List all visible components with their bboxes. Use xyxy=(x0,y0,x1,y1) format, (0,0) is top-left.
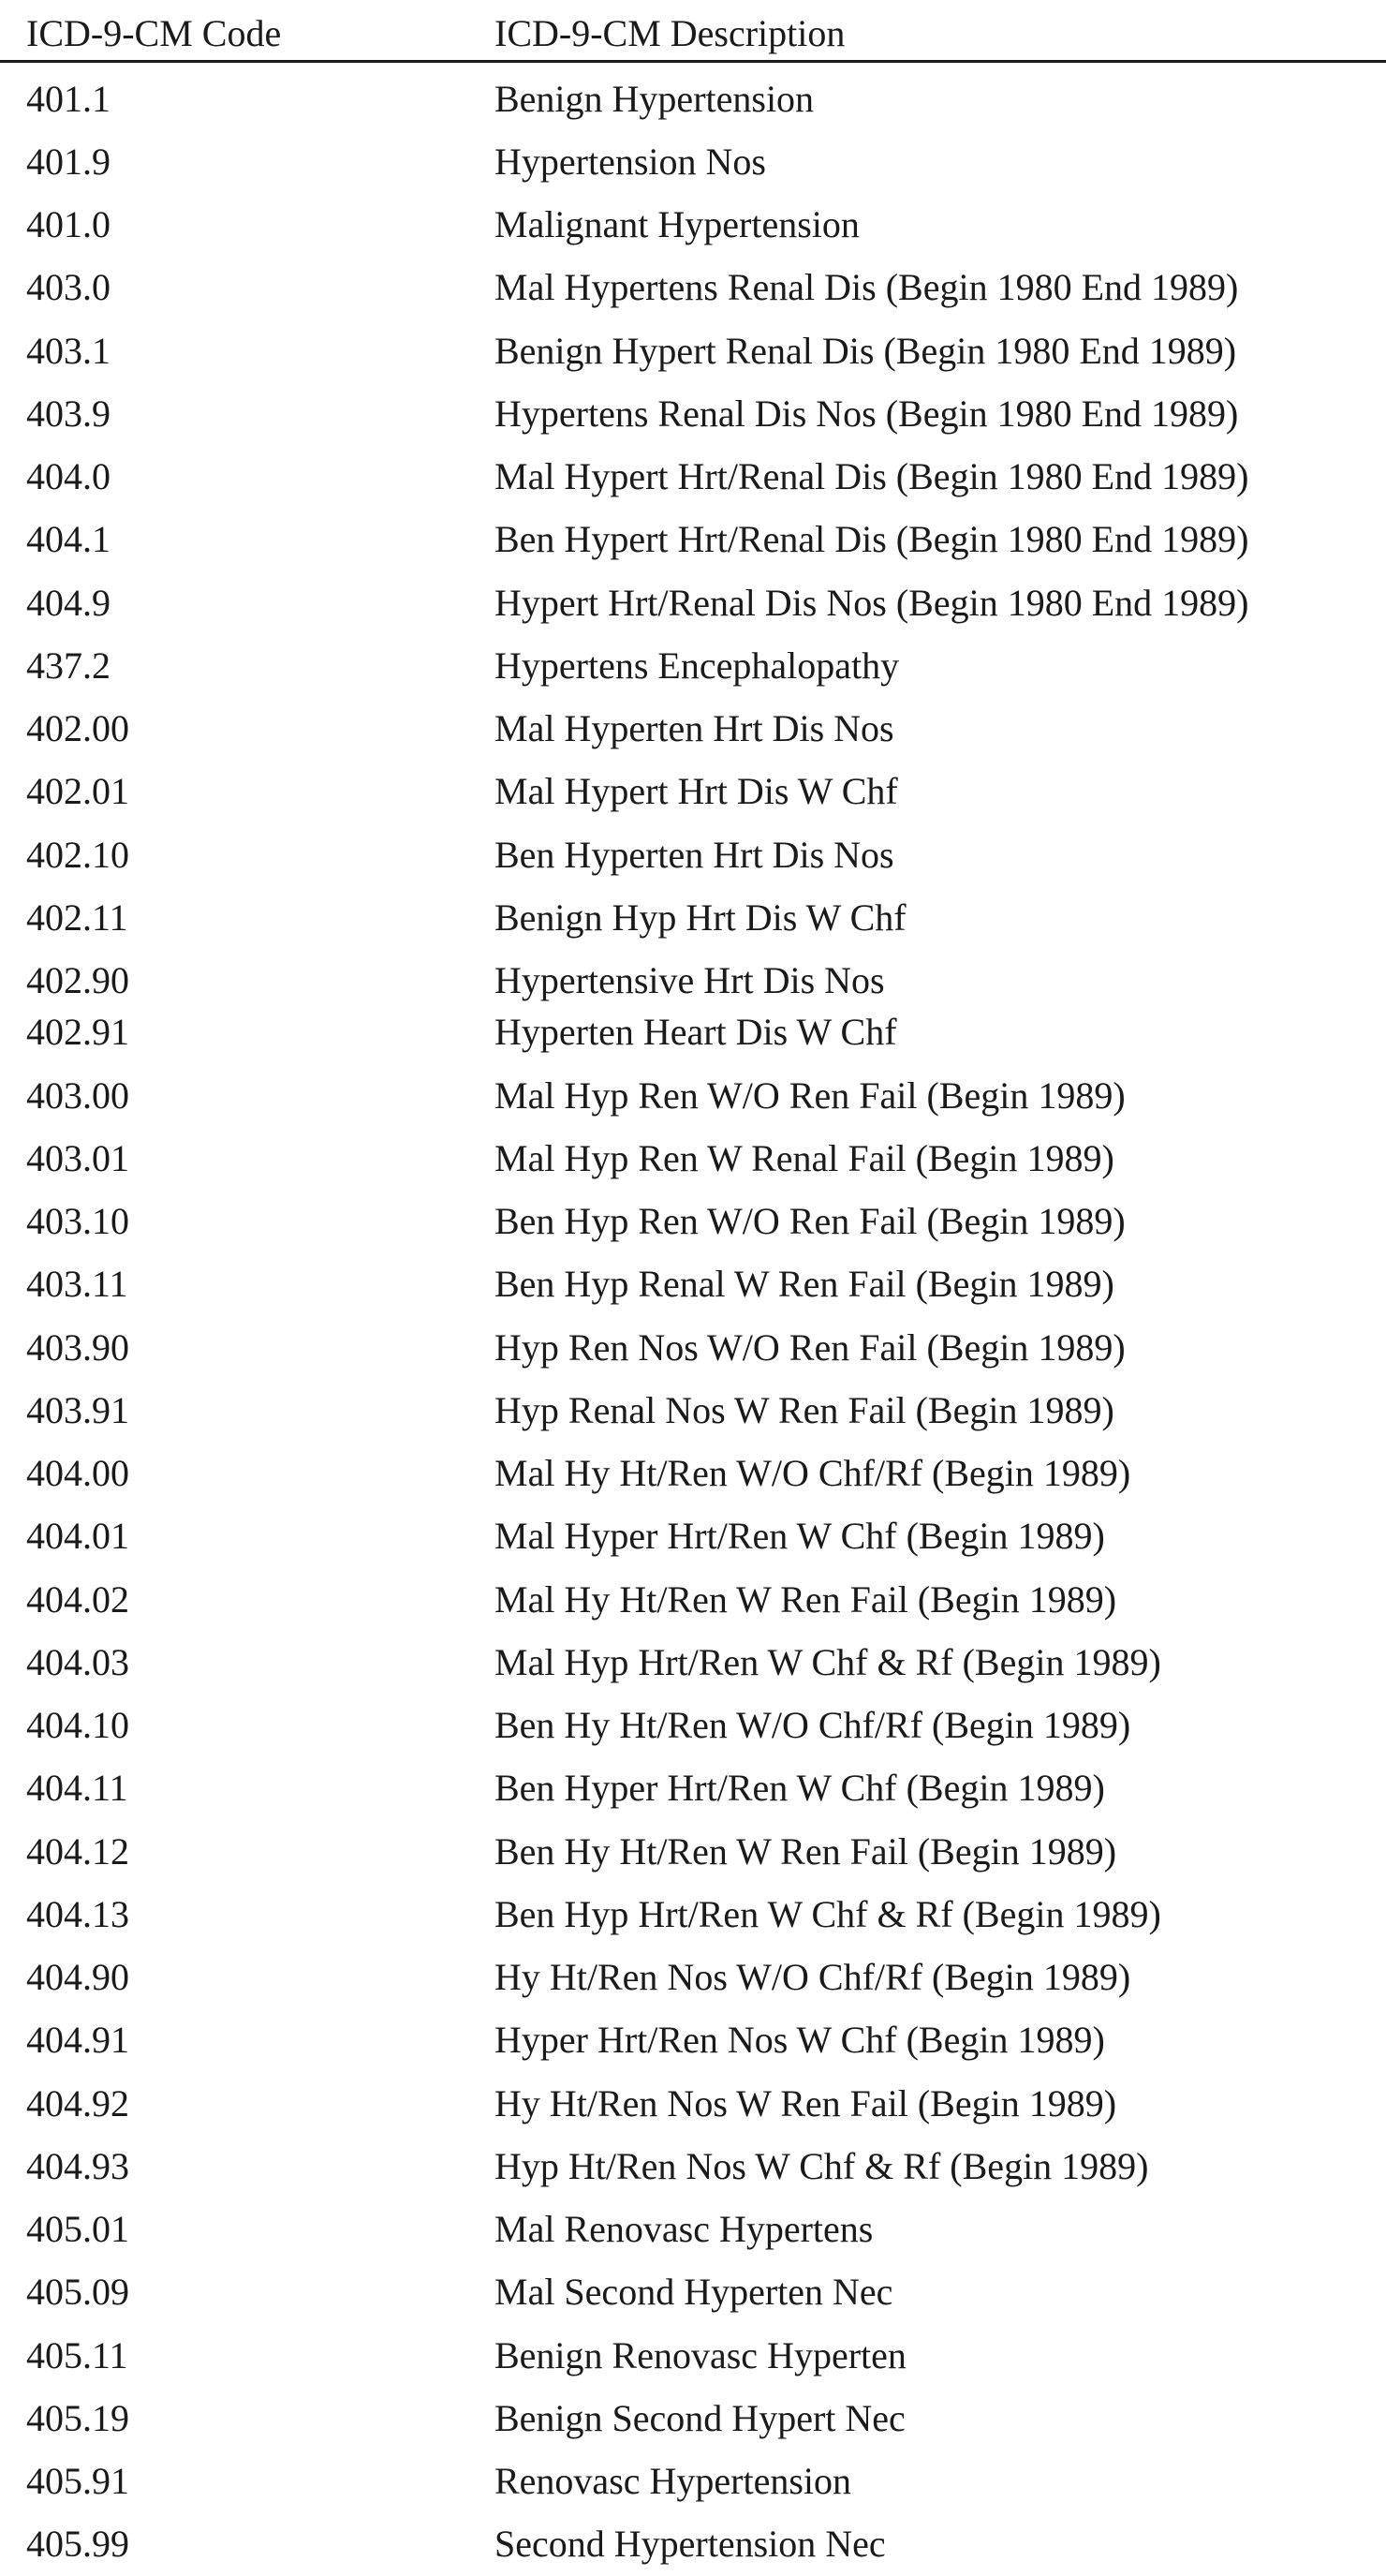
code-cell: 404.13 xyxy=(26,1892,129,1935)
description-cell: Hy Ht/Ren Nos W/O Chf/Rf (Begin 1989) xyxy=(494,1956,1131,1998)
description-cell: Hyp Ht/Ren Nos W Chf & Rf (Begin 1989) xyxy=(494,2144,1149,2187)
code-cell: 405.01 xyxy=(26,2208,129,2250)
code-cell: 404.92 xyxy=(26,2081,129,2124)
description-cell: Hyper Hrt/Ren Nos W Chf (Begin 1989) xyxy=(494,2019,1105,2062)
description-cell: Hyp Renal Nos W Ren Fail (Begin 1989) xyxy=(494,1388,1114,1431)
code-cell: 404.10 xyxy=(26,1704,129,1746)
description-cell: Mal Hyp Ren W/O Ren Fail (Begin 1989) xyxy=(494,1073,1126,1117)
description-cell: Mal Hy Ht/Ren W Ren Fail (Begin 1989) xyxy=(494,1577,1117,1621)
table-row xyxy=(0,2513,1386,2576)
description-cell: Mal Hy Ht/Ren W/O Chf/Rf (Begin 1989) xyxy=(494,1452,1131,1494)
code-cell: 404.90 xyxy=(26,1956,129,1998)
table-row xyxy=(0,1883,1386,1946)
code-cell: 404.0 xyxy=(26,455,111,497)
code-cell: 404.11 xyxy=(26,1767,128,1810)
code-cell: 405.09 xyxy=(26,2271,129,2314)
code-cell: 402.00 xyxy=(26,707,129,749)
description-cell: Mal Hyp Ren W Renal Fail (Begin 1989) xyxy=(494,1136,1114,1179)
table-row xyxy=(0,1064,1386,1127)
table-header xyxy=(0,0,1386,62)
table-row xyxy=(0,2135,1386,2198)
table-row xyxy=(0,1757,1386,1820)
table-row xyxy=(0,1631,1386,1694)
table-row xyxy=(0,130,1386,193)
description-cell: Ben Hyp Hrt/Ren W Chf & Rf (Begin 1989) xyxy=(494,1892,1161,1935)
table-row xyxy=(0,382,1386,445)
table-row xyxy=(0,319,1386,382)
description-cell: Benign Second Hypert Nec xyxy=(494,2396,906,2439)
code-cell: 403.0 xyxy=(26,266,111,309)
description-cell: Benign Hyp Hrt Dis W Chf xyxy=(494,896,907,939)
table-row xyxy=(0,634,1386,697)
table-row xyxy=(0,1505,1386,1568)
table-row xyxy=(0,1379,1386,1442)
description-cell: Mal Renovasc Hypertens xyxy=(494,2208,874,2250)
code-cell: 402.10 xyxy=(26,833,129,876)
code-cell: 404.9 xyxy=(26,581,111,624)
description-cell: Mal Hypert Hrt/Renal Dis (Begin 1980 End 1989) xyxy=(494,455,1249,497)
description-cell: Ben Hyperten Hrt Dis Nos xyxy=(494,833,894,876)
table-row xyxy=(0,509,1386,571)
table-row xyxy=(0,698,1386,761)
code-cell: 403.11 xyxy=(26,1263,128,1306)
code-cell: 401.9 xyxy=(26,140,111,183)
description-cell: Hy Ht/Ren Nos W Ren Fail (Begin 1989) xyxy=(494,2081,1117,2124)
code-cell: 402.91 xyxy=(26,1011,129,1054)
description-cell: Benign Hypertension xyxy=(494,77,815,120)
code-cell: 403.00 xyxy=(26,1073,129,1117)
description-cell: Mal Hyper Hrt/Ren W Chf (Begin 1989) xyxy=(494,1515,1105,1558)
table-row xyxy=(0,2198,1386,2261)
description-cell: Ben Hy Ht/Ren W Ren Fail (Begin 1989) xyxy=(494,1829,1117,1873)
description-cell: Benign Renovasc Hyperten xyxy=(494,2333,907,2376)
description-cell: Hyperten Heart Dis W Chf xyxy=(494,1011,897,1054)
description-cell: Ben Hyper Hrt/Ren W Chf (Begin 1989) xyxy=(494,1767,1105,1810)
description-cell: Mal Hypert Hrt Dis W Chf xyxy=(494,770,898,813)
description-cell: Mal Hyp Hrt/Ren W Chf & Rf (Begin 1989) xyxy=(494,1640,1161,1683)
code-cell: 403.9 xyxy=(26,392,111,435)
table-row xyxy=(0,2324,1386,2387)
description-cell: Hypertens Renal Dis Nos (Begin 1980 End 1989) xyxy=(494,392,1239,435)
description-cell: Hyp Ren Nos W/O Ren Fail (Begin 1989) xyxy=(494,1325,1126,1369)
table-row xyxy=(0,2009,1386,2072)
table-row xyxy=(0,2387,1386,2450)
description-cell: Ben Hypert Hrt/Renal Dis (Begin 1980 End 1989) xyxy=(494,518,1249,561)
code-cell: 404.00 xyxy=(26,1452,129,1494)
code-cell: 403.90 xyxy=(26,1325,129,1369)
code-cell: 404.93 xyxy=(26,2144,129,2187)
code-cell: 437.2 xyxy=(26,644,111,687)
table-row xyxy=(0,2072,1386,2135)
description-cell: Hypertens Encephalopathy xyxy=(494,644,900,687)
table-row xyxy=(0,1695,1386,1757)
table-row xyxy=(0,571,1386,634)
description-cell: Hypertensive Hrt Dis Nos xyxy=(494,959,885,1001)
code-cell: 405.91 xyxy=(26,2460,129,2502)
table-row xyxy=(0,1001,1386,1064)
code-cell: 405.19 xyxy=(26,2396,129,2439)
table-row xyxy=(0,257,1386,319)
description-cell: Benign Hypert Renal Dis (Begin 1980 End 1989) xyxy=(494,329,1237,372)
table-row xyxy=(0,2261,1386,2324)
description-cell: Ben Hyp Ren W/O Ren Fail (Begin 1989) xyxy=(494,1200,1126,1242)
code-cell: 401.0 xyxy=(26,203,111,245)
table-row xyxy=(0,761,1386,823)
code-cell: 405.99 xyxy=(26,2523,129,2566)
code-cell: 405.11 xyxy=(26,2333,128,2376)
code-cell: 404.01 xyxy=(26,1515,129,1558)
table-row xyxy=(0,823,1386,886)
header-description: ICD-9-CM Description xyxy=(494,12,846,54)
code-cell: 404.02 xyxy=(26,1577,129,1621)
table-row xyxy=(0,67,1386,130)
table-row xyxy=(0,886,1386,949)
code-cell: 402.01 xyxy=(26,770,129,813)
table-row xyxy=(0,1568,1386,1631)
code-cell: 403.91 xyxy=(26,1388,129,1431)
table-row xyxy=(0,1191,1386,1253)
code-cell: 401.1 xyxy=(26,77,111,120)
description-cell: Hypertension Nos xyxy=(494,140,766,183)
description-cell: Second Hypertension Nec xyxy=(494,2523,886,2566)
code-cell: 403.10 xyxy=(26,1200,129,1242)
code-cell: 403.1 xyxy=(26,329,111,372)
code-cell: 404.91 xyxy=(26,2019,129,2062)
description-cell: Ben Hyp Renal W Ren Fail (Begin 1989) xyxy=(494,1263,1114,1306)
description-cell: Renovasc Hypertension xyxy=(494,2460,852,2502)
description-cell: Malignant Hypertension xyxy=(494,203,860,245)
description-cell: Mal Hypertens Renal Dis (Begin 1980 End 1989) xyxy=(494,266,1239,309)
table-row xyxy=(0,1253,1386,1316)
code-cell: 404.1 xyxy=(26,518,111,561)
table-row xyxy=(0,1820,1386,1883)
header-code: ICD-9-CM Code xyxy=(26,12,282,54)
code-cell: 403.01 xyxy=(26,1136,129,1179)
code-cell: 402.11 xyxy=(26,896,128,939)
table-row xyxy=(0,1947,1386,2009)
description-cell: Hypert Hrt/Renal Dis Nos (Begin 1980 End 1989) xyxy=(494,581,1249,624)
table-row xyxy=(0,1127,1386,1190)
description-cell: Ben Hy Ht/Ren W/O Chf/Rf (Begin 1989) xyxy=(494,1704,1131,1746)
table-row xyxy=(0,1443,1386,1505)
table-row xyxy=(0,1316,1386,1379)
table-row xyxy=(0,446,1386,509)
description-cell: Mal Second Hyperten Nec xyxy=(494,2271,893,2314)
code-cell: 404.03 xyxy=(26,1640,129,1683)
table-row xyxy=(0,194,1386,257)
code-cell: 404.12 xyxy=(26,1829,129,1873)
code-cell: 402.90 xyxy=(26,959,129,1001)
header-rule xyxy=(0,60,1386,63)
description-cell: Mal Hyperten Hrt Dis Nos xyxy=(494,707,894,749)
table-row xyxy=(0,2450,1386,2513)
